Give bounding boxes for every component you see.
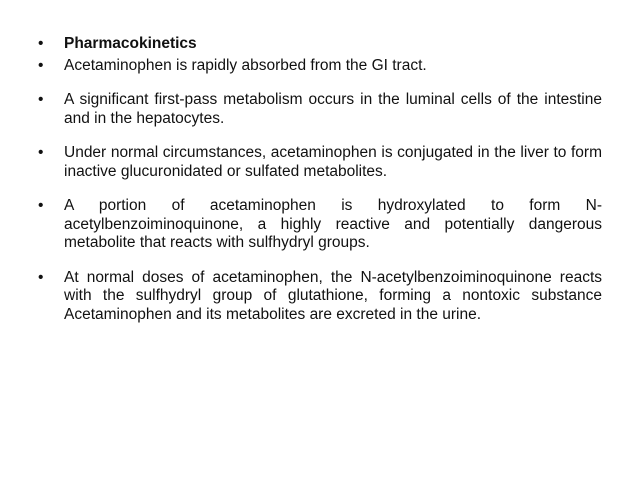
bullet-item-glutathione (38, 269, 602, 325)
bullet-text: Acetaminophen is rapidly absorbed from the GI tract. (64, 56, 427, 74)
bullet-dot-icon: • (38, 91, 44, 108)
bullet-dot-icon: • (38, 197, 44, 214)
bullet-text: A significant first-pass metabolism occurs in the luminal cells of the intestine and in the hepatocytes. (64, 91, 602, 127)
bullet-item-pharmacokinetics (38, 35, 602, 54)
bullet-dot-icon: • (38, 56, 44, 74)
bullet-list (38, 35, 602, 324)
bullet-item-first-pass (38, 91, 602, 128)
bullet-dot-icon: • (38, 35, 44, 52)
bullet-text: A portion of acetaminophen is hydroxylated to form N-acetylbenzoiminoquinone, a highly reactive and potentially dangerous metabolite that reacts with sulfhydryl groups. (64, 197, 602, 251)
bullet-text: Pharmacokinetics (64, 35, 197, 52)
bullet-item-absorption (38, 57, 602, 76)
bullet-text: At normal doses of acetaminophen, the N-acetylbenzoiminoquinone reacts with the sulfhydryl group of glutathione, forming a nontoxic substance Acetaminophen and its metabolites are excreted in the urine. (64, 268, 602, 323)
bullet-item-conjugation (38, 144, 602, 181)
bullet-dot-icon: • (38, 268, 44, 286)
bullet-text: Under normal circumstances, acetaminophen is conjugated in the liver to form inactive glucuronidated or sulfated metabolites. (64, 144, 602, 180)
bullet-item-hydroxylation (38, 197, 602, 253)
bullet-dot-icon: • (38, 144, 44, 161)
